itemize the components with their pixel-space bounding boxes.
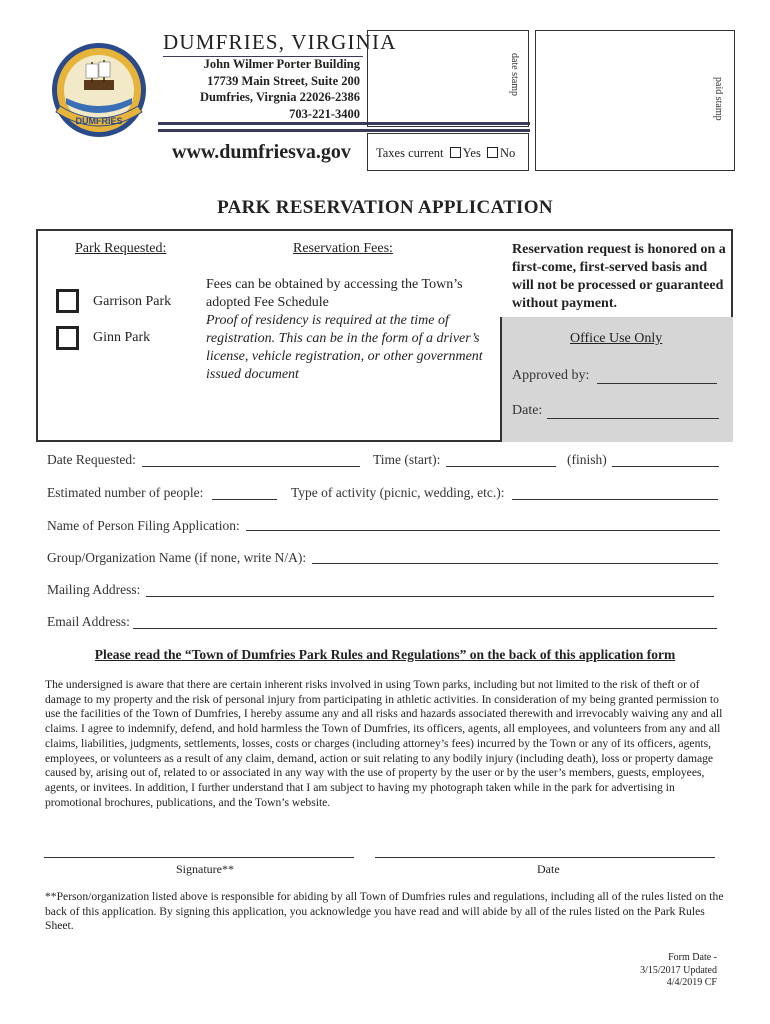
address-line: 17739 Main Street, Suite 200 bbox=[207, 73, 360, 88]
park-requested-heading: Park Requested: bbox=[75, 241, 167, 256]
taxes-no-label: No bbox=[499, 146, 516, 160]
divider bbox=[158, 129, 530, 132]
taxes-yes-label: Yes bbox=[462, 146, 481, 160]
signature-date-label: Date bbox=[537, 862, 560, 876]
time-finish-label: (finish) bbox=[567, 452, 607, 467]
address-line: 703-221-3400 bbox=[289, 106, 360, 121]
website-link[interactable]: www.dumfriesva.gov bbox=[172, 141, 351, 163]
liability-waiver-text: The undersigned is aware that there are certain inherent risks involved in using Town parks, including but not limited to the risk of theft or of damage to my property and the risk of personal injury from participating in athletic activities. In consideration of my being granted permission to use the facilities of the Town of Dumfries, I hereby assume any and all risks and hazards associated therewith and irrevocably waiving any and all claims. I agree to indemnify, defend, and hold harmless the Town of Dumfries, its officers, agents, all employees, and volunteers from any and all claims, liabilities, judgments, settlements, losses, costs or charges (including attorney’s fees) incurred by the Town or any of its officers, agents, employees, or volunteers as a result of any claim, demand, action or suit relating to any bodily injury (including death), loss or property damage caused by, arising out of, related to or associated in any way with the use of property by the user or by the user’s members, guests, employees, agents, or invitees. In addition, I further understand that I am subject to having my photograph taken while in the park for advertising in promotional brochures, publications, and the Town’s website. bbox=[45, 678, 723, 809]
page-title: PARK RESERVATION APPLICATION bbox=[217, 197, 553, 218]
date-stamp-box bbox=[367, 30, 529, 127]
taxes-current bbox=[376, 146, 515, 161]
taxes-no-checkbox[interactable] bbox=[487, 147, 498, 158]
mailing-address-label: Mailing Address: bbox=[47, 582, 141, 597]
footnote: **Person/organization listed above is responsible for abiding by all Town of Dumfries rules and regulations, including all of the rules listed on the back of this application. By signing this application, you acknowledge you have read and will abide by all of the rules listed on the Park Rules Sheet. bbox=[45, 890, 724, 933]
time-start-label: Time (start): bbox=[373, 452, 441, 467]
office-date-field[interactable] bbox=[547, 418, 719, 419]
date-requested-field[interactable] bbox=[142, 466, 360, 467]
filer-name-label: Name of Person Filing Application: bbox=[47, 518, 240, 533]
fees-schedule-text: Fees can be obtained by accessing the Town’s adopted Fee Schedule bbox=[206, 277, 463, 310]
town-seal-logo bbox=[48, 42, 150, 142]
form-date-line: Form Date - bbox=[668, 952, 717, 963]
office-date-label: Date: bbox=[512, 403, 543, 418]
group-name-field[interactable] bbox=[312, 563, 718, 564]
form-date-line: 4/4/2019 CF bbox=[666, 977, 717, 988]
taxes-yes-checkbox[interactable] bbox=[450, 147, 461, 158]
filer-name-field[interactable] bbox=[246, 530, 720, 531]
town-name: DUMFRIES, VIRGINIA bbox=[163, 30, 397, 54]
ginn-park-label: Ginn Park bbox=[93, 330, 151, 345]
signature-field[interactable] bbox=[44, 857, 354, 858]
reservation-fees-heading: Reservation Fees: bbox=[293, 241, 393, 256]
signature-label: Signature** bbox=[176, 862, 234, 876]
people-count-label: Estimated number of people: bbox=[47, 485, 204, 500]
time-finish-field[interactable] bbox=[612, 466, 719, 467]
paid-stamp-label: paid stamp bbox=[713, 77, 724, 121]
honor-notice: Reservation request is honored on a first-come, first-served basis and will not be processed or guaranteed without payment. bbox=[512, 242, 726, 311]
form-date bbox=[580, 952, 717, 990]
activity-type-field[interactable] bbox=[512, 499, 718, 500]
office-use-heading: Office Use Only bbox=[570, 331, 663, 346]
garrison-park-label: Garrison Park bbox=[93, 294, 172, 309]
date-requested-label: Date Requested: bbox=[47, 452, 136, 467]
residency-proof-text: Proof of residency is required at the time of registration. This can be in the form of a driver’s license, vehicle registration, or other government issued document bbox=[206, 313, 483, 382]
garrison-park-checkbox[interactable] bbox=[56, 289, 79, 313]
rules-notice: Please read the “Town of Dumfries Park Rules and Regulations” on the back of this application form bbox=[94, 647, 676, 662]
people-count-field[interactable] bbox=[212, 499, 277, 500]
paid-stamp-box bbox=[535, 30, 735, 171]
address-line: Dumfries, Virgnia 22026-2386 bbox=[199, 90, 360, 104]
email-address-label: Email Address: bbox=[47, 614, 130, 629]
approved-by-field[interactable] bbox=[597, 383, 717, 384]
ginn-park-checkbox[interactable] bbox=[56, 326, 79, 350]
seal-text: DUMFRIES bbox=[75, 116, 123, 126]
time-start-field[interactable] bbox=[446, 466, 556, 467]
email-address-field[interactable] bbox=[133, 628, 717, 629]
mailing-address-field[interactable] bbox=[146, 596, 714, 597]
date-stamp-label: date stamp bbox=[509, 53, 520, 97]
taxes-box bbox=[367, 133, 529, 171]
address-block bbox=[170, 56, 360, 122]
activity-type-label: Type of activity (picnic, wedding, etc.): bbox=[291, 485, 505, 500]
fees-text bbox=[206, 276, 492, 384]
office-use-panel bbox=[500, 317, 733, 442]
taxes-label: Taxes current bbox=[376, 146, 444, 160]
approved-by-label: Approved by: bbox=[512, 368, 590, 383]
signature-date-field[interactable] bbox=[375, 857, 715, 858]
address-line: John Wilmer Porter Building bbox=[203, 57, 360, 71]
group-name-label: Group/Organization Name (if none, write N/A): bbox=[47, 550, 307, 565]
form-date-line: 3/15/2017 Updated bbox=[640, 964, 717, 976]
